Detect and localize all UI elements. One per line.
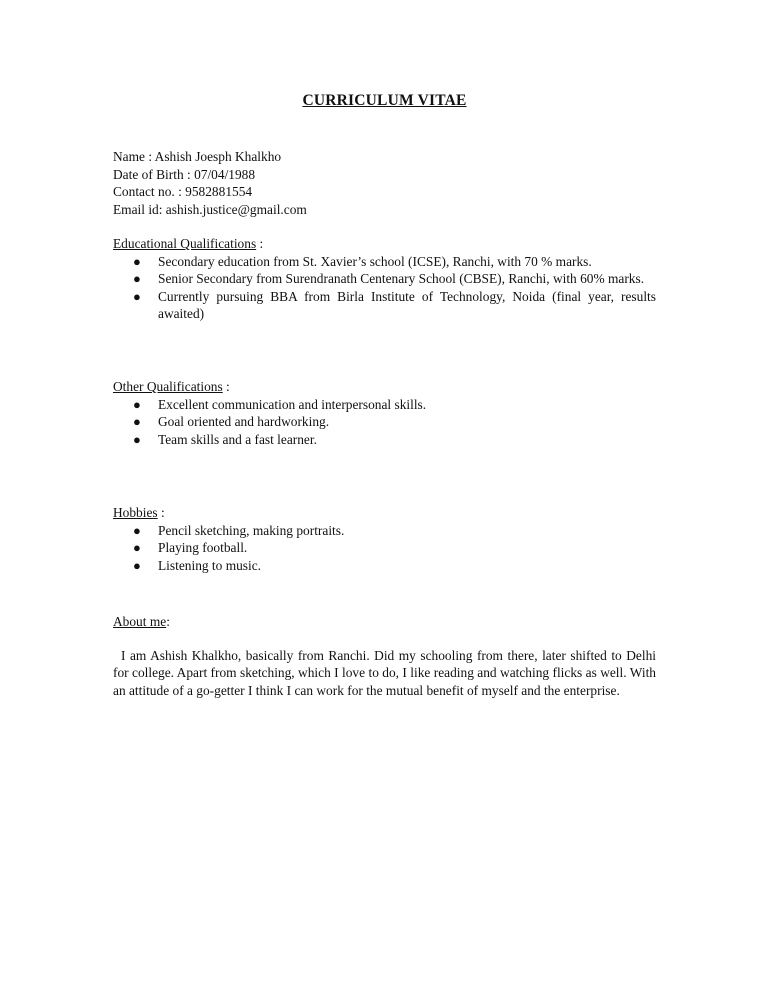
- contact-line: Contact no. : 9582881554: [113, 184, 253, 199]
- bullet-icon: ●: [133, 522, 141, 538]
- education-heading: [113, 235, 656, 253]
- education-heading-suffix: :: [256, 236, 264, 251]
- other-heading: [113, 378, 656, 396]
- bullet-icon: ●: [133, 540, 141, 555]
- personal-details: [113, 148, 656, 218]
- name-line: Name : Ashish Joesph Khalkho: [113, 149, 282, 164]
- about-heading-label: About me: [113, 614, 167, 629]
- list-item-text: Excellent communication and interpersonal skills.: [158, 396, 427, 412]
- education-section: [113, 235, 656, 323]
- bullet-icon: ●: [133, 271, 141, 286]
- list-item: [113, 431, 656, 449]
- other-heading-label: Other Qualifications: [113, 379, 223, 394]
- list-item: [113, 253, 656, 271]
- list-item: [113, 522, 656, 540]
- list-item: [113, 396, 656, 414]
- document-title: CURRICULUM VITAE: [302, 92, 467, 109]
- list-item: [113, 557, 656, 575]
- hobbies-heading-suffix: :: [157, 505, 165, 520]
- bullet-icon: ●: [133, 288, 141, 304]
- hobbies-heading: [113, 504, 656, 522]
- education-heading-label: Educational Qualifications: [113, 236, 257, 251]
- about-heading-suffix: :: [166, 614, 170, 629]
- list-item-text: Senior Secondary from Surendranath Centenary School (CBSE), Ranchi, with 60% marks.: [158, 271, 645, 286]
- about-section: [113, 613, 656, 699]
- hobbies-list: [113, 522, 656, 575]
- list-item-text: Secondary education from St. Xavier’s school (ICSE), Ranchi, with 70 % marks.: [158, 253, 592, 269]
- list-item-text: Pencil sketching, making portraits.: [158, 522, 345, 538]
- list-item-text: Team skills and a fast learner.: [158, 431, 317, 447]
- about-heading: [113, 613, 656, 631]
- bullet-icon: ●: [133, 253, 141, 269]
- bullet-icon: ●: [133, 431, 141, 447]
- other-list: [113, 396, 656, 449]
- bullet-icon: ●: [133, 396, 141, 412]
- list-item: [113, 270, 656, 288]
- spacer: [113, 631, 656, 647]
- education-list: [113, 253, 656, 323]
- email-line: Email id: ashish.justice@gmail.com: [113, 201, 307, 217]
- hobbies-section: [113, 504, 656, 574]
- list-item-text: Goal oriented and hardworking.: [158, 414, 330, 429]
- list-item: [113, 539, 656, 557]
- list-item: [113, 413, 656, 431]
- dob-line: Date of Birth : 07/04/1988: [113, 166, 256, 182]
- other-heading-suffix: :: [222, 379, 230, 394]
- list-item: [113, 288, 656, 323]
- about-paragraph: I am Ashish Khalkho, basically from Ranchi. Did my schooling from there, later shifted to Delhi for college. Apart from sketching, which I love to do, I like reading and watching flicks as well. With an attitude of a go-getter I think I can work for the mutual benefit of myself and the enterprise.: [113, 647, 656, 698]
- list-item-text: Currently pursuing BBA from Birla Institute of Technology, Noida (final year, results awaited): [158, 288, 656, 321]
- list-item-text: Playing football.: [158, 540, 248, 555]
- other-qualifications-section: [113, 378, 656, 448]
- bullet-icon: ●: [133, 414, 141, 429]
- list-item-text: Listening to music.: [158, 557, 262, 573]
- bullet-icon: ●: [133, 557, 141, 573]
- hobbies-heading-label: Hobbies: [113, 505, 158, 520]
